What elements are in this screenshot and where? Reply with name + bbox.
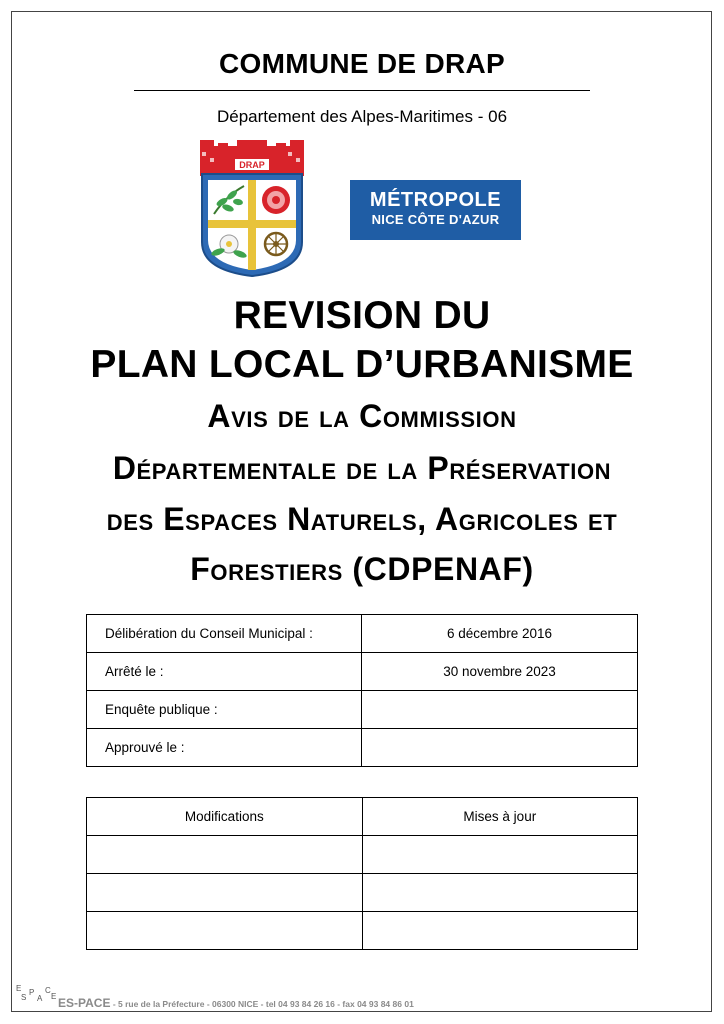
- drap-coat-of-arms: [196, 140, 308, 278]
- table-cell: [362, 912, 637, 950]
- table-cell: [87, 912, 363, 950]
- table-cell-value: 6 décembre 2016: [362, 615, 638, 653]
- document-title-line2: PLAN LOCAL D’URBANISME: [90, 343, 634, 386]
- table-cell: [87, 874, 363, 912]
- table-row: [87, 729, 638, 767]
- table-cell-value: 30 novembre 2023: [362, 653, 638, 691]
- table-row: [87, 874, 638, 912]
- table-row: [87, 653, 638, 691]
- commune-title: COMMUNE DE DRAP: [218, 48, 506, 79]
- table-cell-label: Arrêté le :: [87, 653, 362, 691]
- modifications-table: [86, 797, 638, 950]
- subtitle-line1: Avis de la Commission: [207, 398, 517, 434]
- table-header-cell: Modifications: [87, 798, 363, 836]
- table-cell-value: [362, 691, 638, 729]
- table-cell: [362, 874, 637, 912]
- table-cell-label: Approuvé le :: [87, 729, 362, 767]
- procedure-table: [86, 614, 638, 767]
- metropole-line2: NICE CÔTE D'AZUR: [371, 212, 500, 227]
- footer-brand: ES-PACE: [58, 996, 111, 1010]
- subtitle-line4: Forestiers (CDPENAF): [190, 551, 534, 587]
- table-row: [87, 691, 638, 729]
- header-divider: [134, 90, 590, 91]
- table-header-cell: Mises à jour: [362, 798, 637, 836]
- table-cell-label: Enquête publique :: [87, 691, 362, 729]
- table-cell-label: Délibération du Conseil Municipal :: [87, 615, 362, 653]
- table-cell-value: [362, 729, 638, 767]
- table-row: [87, 836, 638, 874]
- metropole-logo: [350, 180, 521, 240]
- metropole-line1: MÉTROPOLE: [369, 189, 502, 211]
- es-pace-logo: E S P A C E: [16, 984, 57, 1003]
- crest-banner-text: DRAP: [239, 160, 265, 170]
- table-row: [87, 912, 638, 950]
- departement-line: Département des Alpes-Maritimes - 06: [216, 107, 508, 126]
- footer-text: [58, 994, 414, 1012]
- footer-address: - 5 rue de la Préfecture - 06300 NICE - tel 04 93 84 26 16 - fax 04 93 84 86 01: [110, 999, 414, 1009]
- table-cell: [362, 836, 637, 874]
- subtitle-line2: Départementale de la Préservation: [112, 450, 612, 486]
- document-title-line1: REVISION DU: [233, 294, 491, 337]
- table-cell: [87, 836, 363, 874]
- table-row: [87, 615, 638, 653]
- table-header-row: [87, 798, 638, 836]
- subtitle-line3: des Espaces Naturels, Agricoles et: [106, 501, 618, 537]
